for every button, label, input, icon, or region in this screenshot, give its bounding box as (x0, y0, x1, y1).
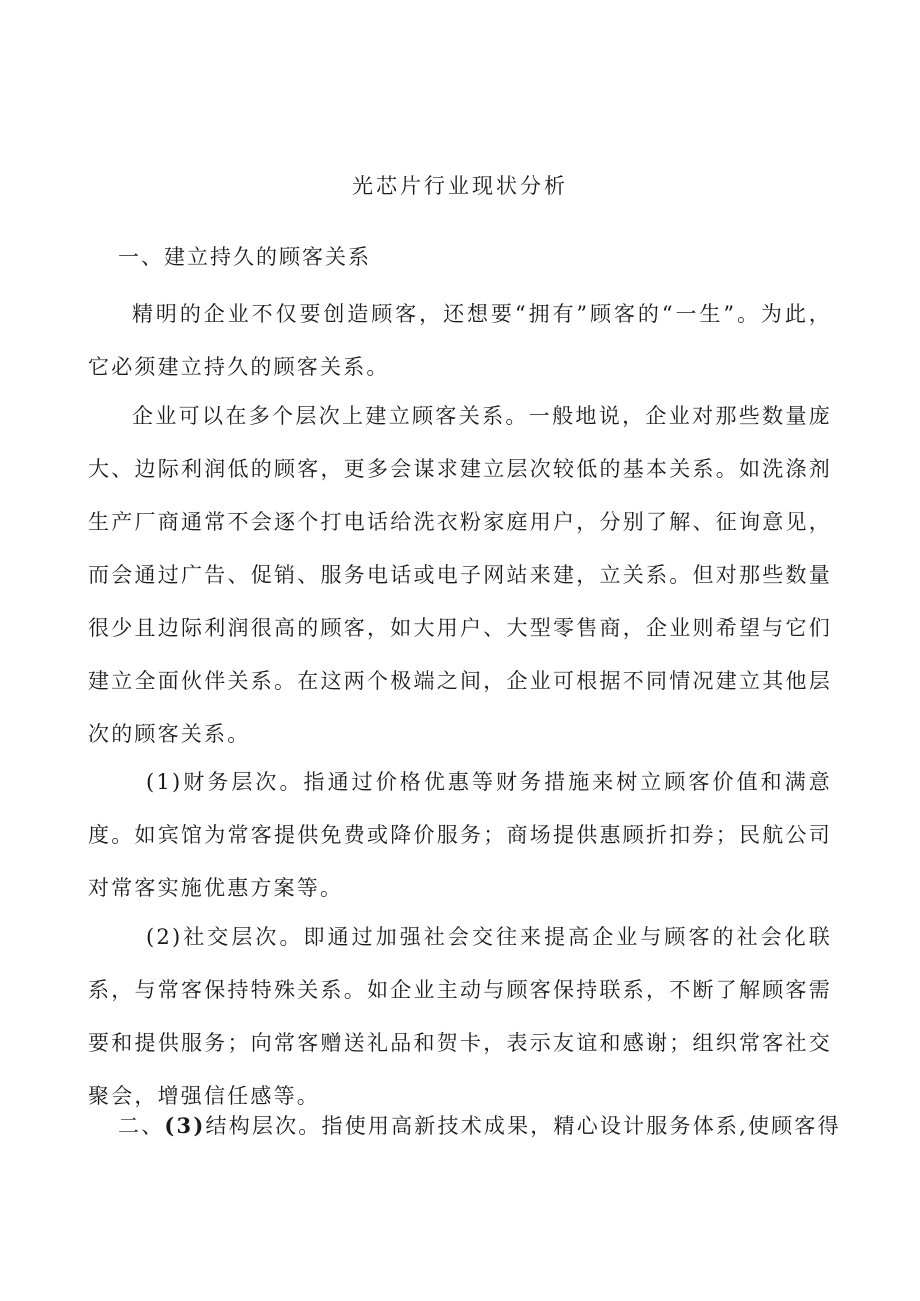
paragraph-2-text: 企业可以在多个层次上建立顾客关系。一般地说，企业对那些数量庞大、边际利润低的顾客，更多会谋求建立层次较低的基本关系。如洗涤剂生产厂商通常不会逐个打电话给洗衣粉家庭用户，分别了解、征询意见，而会通过广告、促销、服务电话或电子网站来建，立关系。但对那些数量很少且边际利润很高的顾客，如大用户、大型零售商，企业则希望与它们建立全面伙伴关系。在这两个极端之间，企业可根据不同情况建立其他层次的顾客关系。 (88, 404, 832, 746)
section-heading-2 (118, 1110, 841, 1142)
section-heading-1: 一、建立持久的顾客关系 (118, 245, 371, 269)
paragraph-4 (88, 911, 832, 1123)
paragraph-1-text: 精明的企业不仅要创造顾客，还想要“拥有”顾客的“一生”。为此，它必须建立持久的顾客关系。 (88, 302, 832, 379)
section-2-prefix: 二、 (118, 1114, 165, 1138)
paragraph-3 (88, 756, 832, 915)
paragraph-1 (88, 288, 832, 394)
document-title: 光芯片行业现状分析 (352, 174, 568, 198)
section-2-text: 结构层次。指使用高新技术成果，精心设计服务体系,使顾客得 (205, 1114, 841, 1138)
section-2-number: (3) (164, 1113, 206, 1138)
paragraph-4-text: (2)社交层次。即通过加强社会交往来提高企业与顾客的社会化联系，与常客保持特殊关系。如企业主动与顾客保持联系，不断了解顾客需要和提供服务；向常客赠送礼品和贺卡，表示友谊和感谢；组织常客社交聚会，增强信任感等。 (88, 925, 832, 1108)
paragraph-3-text: (1)财务层次。指通过价格优惠等财务措施来树立顾客价值和满意度。如宾馆为常客提供免费或降价服务；商场提供惠顾折扣券；民航公司对常客实施优惠方案等。 (88, 770, 832, 900)
paragraph-2 (88, 390, 832, 761)
